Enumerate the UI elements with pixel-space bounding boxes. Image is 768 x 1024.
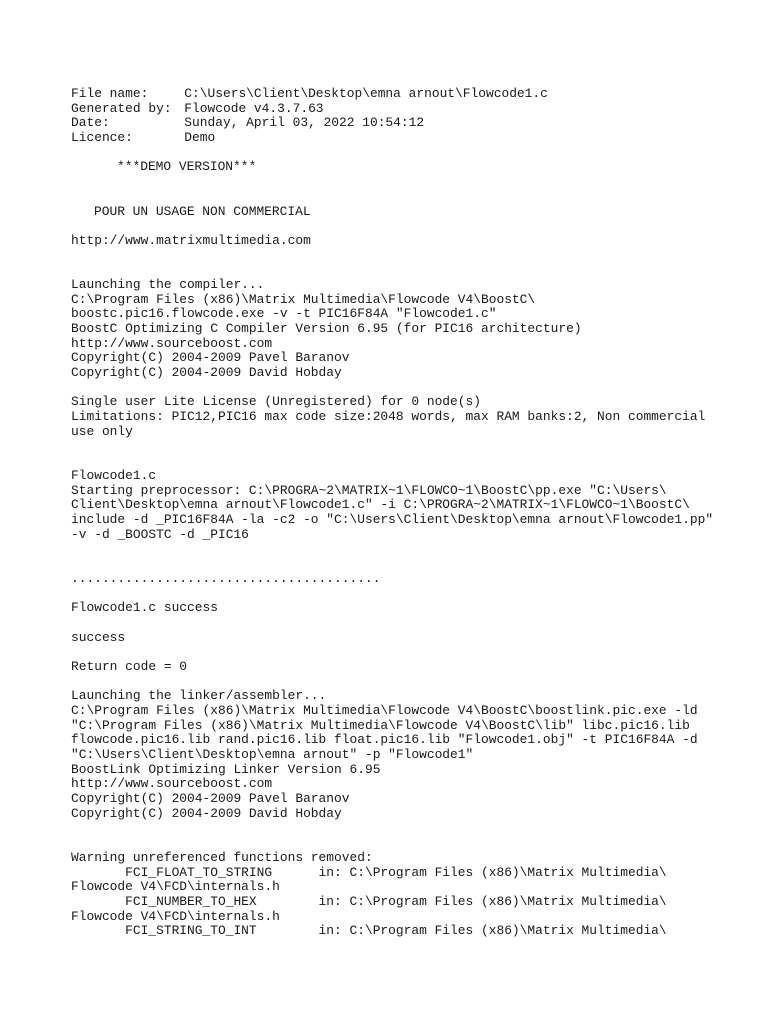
licence-row (71, 131, 751, 146)
compiler-line: C:\Program Files (x86)\Matrix Multimedia\Flowcode V4\BoostC\ (71, 291, 536, 307)
preprocessor-line: Starting preprocessor: C:\PROGRA~2\MATRIX~1\FLOWCO~1\BoostC\pp.exe "C:\Users\ (71, 482, 667, 498)
linker-line: BoostLink Optimizing Linker Version 6.95 (71, 761, 381, 777)
warning-line: FCI_STRING_TO_INT in: C:\Program Files (x86)\Matrix Multimedia\ (71, 923, 667, 939)
file-name-row (71, 87, 751, 102)
license-line: Limitations: PIC12,PIC16 max code size:2048 words, max RAM banks:2, Non commercial (71, 409, 706, 425)
file-name-value: C:\Users\Client\Desktop\emna arnout\Flowcode1.c (184, 86, 548, 101)
return-code-line: Return code = 0 (71, 658, 188, 674)
compiler-line: Launching the compiler... (71, 276, 265, 292)
compiler-line: boostc.pic16.flowcode.exe -v -t PIC16F84A "Flowcode1.c" (71, 306, 497, 322)
linker-line: http://www.sourceboost.com (71, 776, 273, 792)
preprocessor-line: -v -d _BOOSTC -d _PIC16 (71, 526, 249, 542)
preprocessor-line: Flowcode1.c (71, 467, 157, 483)
linker-line: "C:\Users\Client\Desktop\emna arnout" -p "Flowcode1" (71, 747, 474, 762)
license-line: Single user Lite License (Unregistered) for 0 node(s) (71, 394, 481, 410)
demo-version-banner: ***DEMO VERSION*** (117, 159, 257, 175)
warning-line: Flowcode V4\FCD\internals.h (71, 908, 280, 924)
generated-by-row (71, 102, 751, 117)
non-commercial-notice: POUR UN USAGE NON COMMERCIAL (94, 203, 311, 219)
progress-dots: ........................................ (71, 570, 381, 586)
linker-line: "C:\Program Files (x86)\Matrix Multimedia\Flowcode V4\BoostC\lib" libc.pic16.lib (71, 717, 690, 733)
warning-line: Flowcode V4\FCD\internals.h (71, 879, 280, 895)
warning-line: FCI_NUMBER_TO_HEX in: C:\Program Files (x86)\Matrix Multimedia\ (71, 893, 667, 909)
success-line: success (71, 629, 126, 645)
compiler-line: BoostC Optimizing C Compiler Version 6.95 (for PIC16 architecture) (71, 321, 582, 337)
compiler-line: http://www.sourceboost.com (71, 335, 273, 351)
licence-value: Demo (184, 130, 216, 146)
generated-by-label: Generated by: (71, 100, 172, 116)
file-name-label: File name: (71, 86, 149, 101)
date-row (71, 116, 751, 131)
linker-line: flowcode.pic16.lib rand.pic16.lib float.pic16.lib "Flowcode1.obj" -t PIC16F84A -d (71, 732, 698, 748)
compiler-line: Copyright(C) 2004-2009 David Hobday (71, 365, 342, 381)
linker-line: Launching the linker/assembler... (71, 688, 327, 704)
linker-line: Copyright(C) 2004-2009 Pavel Baranov (71, 791, 350, 807)
compiler-line: Copyright(C) 2004-2009 Pavel Baranov (71, 350, 350, 366)
licence-label: Licence: (71, 130, 133, 146)
preprocessor-line: include -d _PIC16F84A -la -c2 -o "C:\Users\Client\Desktop\emna arnout\Flowcode1.pp" (71, 511, 714, 527)
preprocessor-line: Client\Desktop\emna arnout\Flowcode1.c" -i C:\PROGRA~2\MATRIX~1\FLOWCO~1\BoostC\ (71, 497, 690, 513)
date-value: Sunday, April 03, 2022 10:54:12 (184, 115, 425, 131)
matrix-url: http://www.matrixmultimedia.com (71, 232, 311, 248)
warning-heading: Warning unreferenced functions removed: (71, 849, 373, 865)
file-success-line: Flowcode1.c success (71, 600, 218, 616)
document-page (71, 87, 751, 939)
date-label: Date: (71, 115, 110, 131)
linker-line: Copyright(C) 2004-2009 David Hobday (71, 805, 342, 821)
warning-line: FCI_FLOAT_TO_STRING in: C:\Program Files (x86)\Matrix Multimedia\ (71, 864, 667, 880)
generated-by-value: Flowcode v4.3.7.63 (184, 100, 324, 116)
linker-line: C:\Program Files (x86)\Matrix Multimedia\Flowcode V4\BoostC\boostlink.pic.exe -ld (71, 702, 698, 718)
license-line: use only (71, 423, 133, 439)
